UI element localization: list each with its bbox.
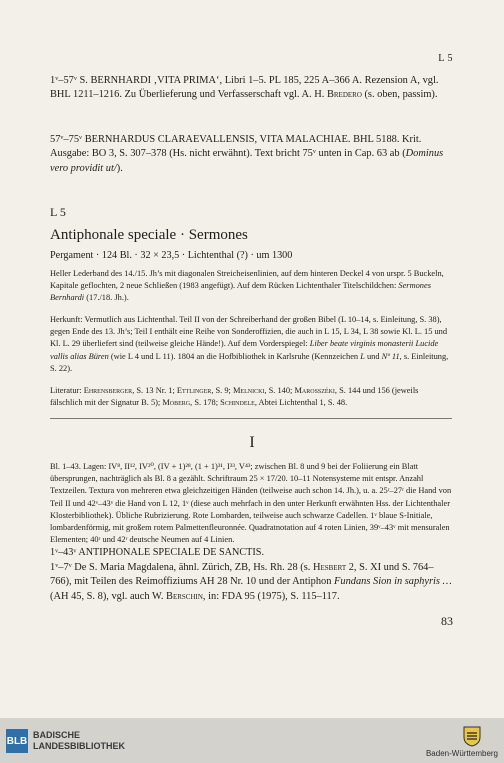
running-head: L 5 [438, 53, 453, 64]
cited-author: Marosszéki [294, 386, 335, 395]
footer-bar [0, 718, 504, 763]
cited-author: Ettlinger [176, 386, 212, 395]
author-name: Bredero [326, 89, 362, 101]
divider [50, 418, 452, 419]
literature-text: , S. 140; [264, 386, 295, 395]
entry-text: S. BERNHARDI ‚VITA PRIMA‘, Libri 1–5. PL 185, 225 A–366 A. Rezension A, vgl. BHL 1211–1216. Zu Überlieferung und Verfasserschaft vgl. A. H. [50, 75, 439, 101]
literature-text: , S. 13 Nr. 1; [132, 386, 177, 395]
physical-description: Pergament · 124 Bl. · 32 × 23,5 · Lichtenthal (?) · um 1300 [50, 250, 293, 261]
provenance: Herkunft: Vermutlich aus Lichtenthal. Teil II von der Schreiberhand der großen Bibel (L 10–14, s. Einleitung, S. 38), gegen Ende des 13. Jh’s; Teil I enthält eine Reihe von Sonderoffizien, die auch in L 15, L 34, L 38 sowie Kl. L. 15 und Kl. L. 29 überliefert sind (teilweise gleiche Hände!). Auf dem Vorderspiegel: Liber beate virginis monasterii Lucide vallis alias Büren (wie L 4 und L 11). 1804 an die Hofbibliothek in Karlsruhe (Kennzeichen L und Nº 11, s. Einleitung, S. 22). [50, 315, 449, 373]
page-number: 83 [441, 614, 453, 628]
item-maria-magdalena: 1ᵛ–7ᵛ De S. Maria Magdalena, ähnl. Zürich, ZB, Hs. Rh. 28 (s. Hesbert 2, S. XI und S. 764–766), mit Teilen des Reimoffiziums AH 28 Nr. 10 und der Antiphon Fundans Sion in saphyris … (AH 45, S. 8), vgl. auch W. Berschin, in: FDA 95 (1975), S. 115–117. [50, 562, 452, 602]
literature-text: , S. 9; [211, 386, 233, 395]
part-number: I [249, 434, 255, 451]
manuscript-title: Antiphonale speciale · Sermones [50, 227, 248, 243]
coat-of-arms-icon [462, 725, 482, 747]
literature-text: Literatur: [50, 386, 84, 395]
cited-author: Moberg [162, 398, 191, 408]
entry-tail: ). [116, 162, 123, 174]
literature-text: , Abtei Lichtenthal 1, S. 48. [254, 398, 348, 408]
literature [50, 385, 452, 409]
literature-text: , S. 144 und 156 (jeweils fälschlich mit der Signatur B. 5); [50, 386, 419, 408]
collation: Bl. 1–43. Lagen: IV⁸, II¹², IV²⁰, (IV + 1)²⁸, (1 + 1)³¹, I³³, V⁴³; zwischen Bl. 8 und 9 bei der Foliierung ein Blatt übersprungen, nachträglich als Bl. 8 a gezählt. Schriftraum 25 × 17/20. 10–11 Notensysteme mit entspr. Anzahl Textzeilen. Textura von mehreren etwa gleichzeitigen Händen (teilweise auch schon 14. Jh.), u. a. 25ʳ–27ʳ die Hand von Teil II und 42ᵛ–43ᵛ die Hand von L 12, 1ᵛ (diese auch mehrfach in den unter Herkunft erwähnten Hss. der Lichtenthaler Klosterbibliothek). Übliche Rubrizierung. Rote Lombarden, teilweise auch schwarze Cadellen. 1ᵛ blaue S-Initiale, lombardenförmig, mit großem rotem Palmettenfleuronnée. Quadratnotation auf 4 roten Linien, 39ᵛ–43ᵛ mit mensuralen Elementen; 40ʳ und 42ʳ deutsche Neumen auf 4 Linien. [50, 462, 452, 545]
state-label: Baden-Württemberg [425, 749, 498, 758]
entry-vita-malachiae [50, 133, 452, 176]
entry-text: BERNHARDUS CLARAEVALLENSIS, VITA MALACHIAE. BHL 5188. Krit. Ausgabe: BO 3, S. 307–378 (Hs. nicht erwähnt). Text bricht 75ᵛ unten in Cap. 63 ab ( [50, 134, 422, 160]
cited-author: Ehrensberger [83, 386, 133, 395]
library-name: BADISCHE LANDESBIBLIOTHEK [33, 730, 125, 751]
entry-tail: (s. oben, passim). [361, 89, 438, 101]
literature-text: , S. 178; [190, 398, 221, 408]
section-heading: 1ᵛ–43ᵛ ANTIPHONALE SPECIALE DE SANCTIS. [50, 547, 264, 558]
leaf-range: 1ᵛ–57ᵛ [50, 75, 77, 86]
leaf-range: 57ᵛ–75ᵛ [50, 134, 83, 145]
cited-author: Schindele [220, 398, 255, 408]
incipit: Dominus vero providit ut/ [50, 148, 444, 174]
entry-vita-prima [50, 74, 452, 103]
cited-author: Melnicki [232, 386, 265, 395]
shelfmark: L 5 [50, 205, 66, 219]
blb-logo[interactable]: BLB [6, 729, 28, 753]
binding-description: Heller Lederband des 14./15. Jh’s mit diagonalen Streicheisenlinien, auf dem hinteren Deckel 4 von urspr. 5 Buckeln, Kapitale geflochten, 2 neue Schließen (1983 angefügt). Auf dem Rücken Lichtenthaler Titelschildchen: Sermones Bernhardi (17./18. Jh.). [50, 269, 444, 303]
